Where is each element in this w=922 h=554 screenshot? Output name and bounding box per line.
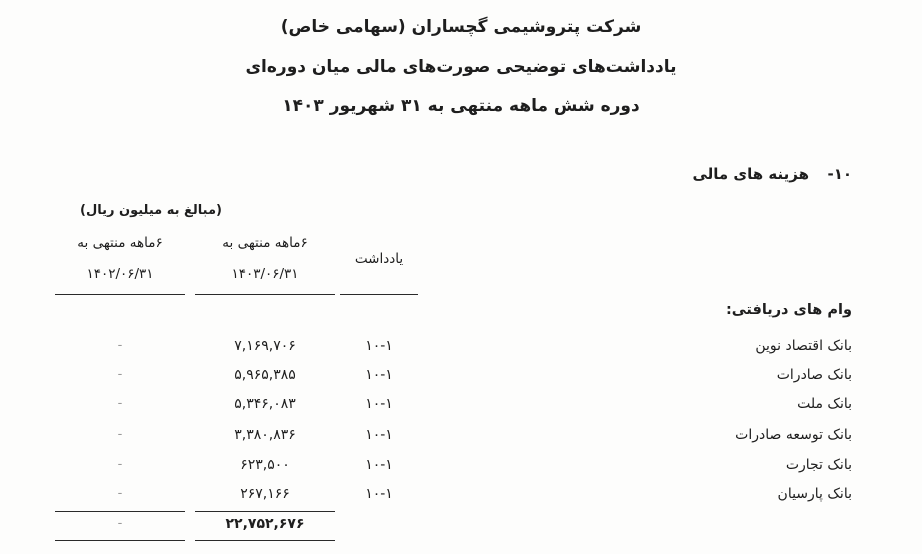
total-bottom-rule-current [195, 540, 335, 541]
col-prior-line1: ۶ماهه منتهی به [77, 235, 163, 251]
col-prior-line2: ۱۴۰۲/۰۶/۳۱ [86, 266, 154, 282]
row-prior: - [117, 457, 123, 472]
row-prior: - [117, 367, 123, 382]
total-prior: - [117, 516, 123, 531]
row-label: بانک پارسیان [777, 486, 852, 502]
group-title: وام های دریافتی: [725, 302, 852, 318]
current-header-rule [195, 294, 335, 295]
row-label: بانک اقتصاد نوین [755, 338, 852, 354]
section-number: ۱۰- [827, 165, 852, 183]
row-prior: - [117, 427, 123, 442]
total-current: ۲۲,۷۵۲,۶۷۶ [225, 516, 305, 532]
total-top-rule-prior [55, 511, 185, 512]
row-label: بانک ملت [797, 396, 852, 412]
prior-header-rule [55, 294, 185, 295]
row-current: ۲۶۷,۱۶۶ [240, 486, 290, 502]
row-current: ۵,۹۶۵,۳۸۵ [234, 367, 296, 383]
row-prior: - [117, 338, 123, 353]
row-label: بانک تجارت [785, 457, 852, 473]
row-current: ۷,۱۶۹,۷۰۶ [234, 338, 296, 354]
row-note: ۱۰-۱ [365, 367, 393, 383]
row-prior: - [117, 396, 123, 411]
row-current: ۳,۳۸۰,۸۳۶ [234, 427, 296, 443]
total-bottom-rule-prior [55, 540, 185, 541]
row-note: ۱۰-۱ [365, 486, 393, 502]
col-current-line1: ۶ماهه منتهی به [222, 235, 308, 251]
row-note: ۱۰-۱ [365, 396, 393, 412]
report-period: دوره شش ماهه منتهی به ۳۱ شهریور ۱۴۰۳ [282, 96, 640, 116]
row-label: بانک توسعه صادرات [735, 427, 852, 443]
col-current-line2: ۱۴۰۳/۰۶/۳۱ [231, 266, 299, 282]
section-heading [692, 165, 852, 183]
row-note: ۱۰-۱ [365, 427, 393, 443]
total-top-rule-current [195, 511, 335, 512]
section-title: هزینه های مالی [692, 165, 809, 183]
row-note: ۱۰-۱ [365, 338, 393, 354]
unit-note: (مبالغ به میلیون ریال) [80, 203, 222, 218]
report-subtitle: یادداشت‌های توضیحی صورت‌های مالی میان دوره‌ای [245, 57, 677, 77]
col-note-header: یادداشت [354, 251, 404, 267]
row-prior: - [117, 486, 123, 501]
company-title: شرکت پتروشیمی گچساران (سهامی خاص) [280, 17, 642, 37]
note-header-rule [340, 294, 418, 295]
row-note: ۱۰-۱ [365, 457, 393, 473]
row-current: ۵,۳۴۶,۰۸۳ [234, 396, 296, 412]
row-label: بانک صادرات [776, 367, 852, 383]
row-current: ۶۲۳,۵۰۰ [240, 457, 290, 473]
